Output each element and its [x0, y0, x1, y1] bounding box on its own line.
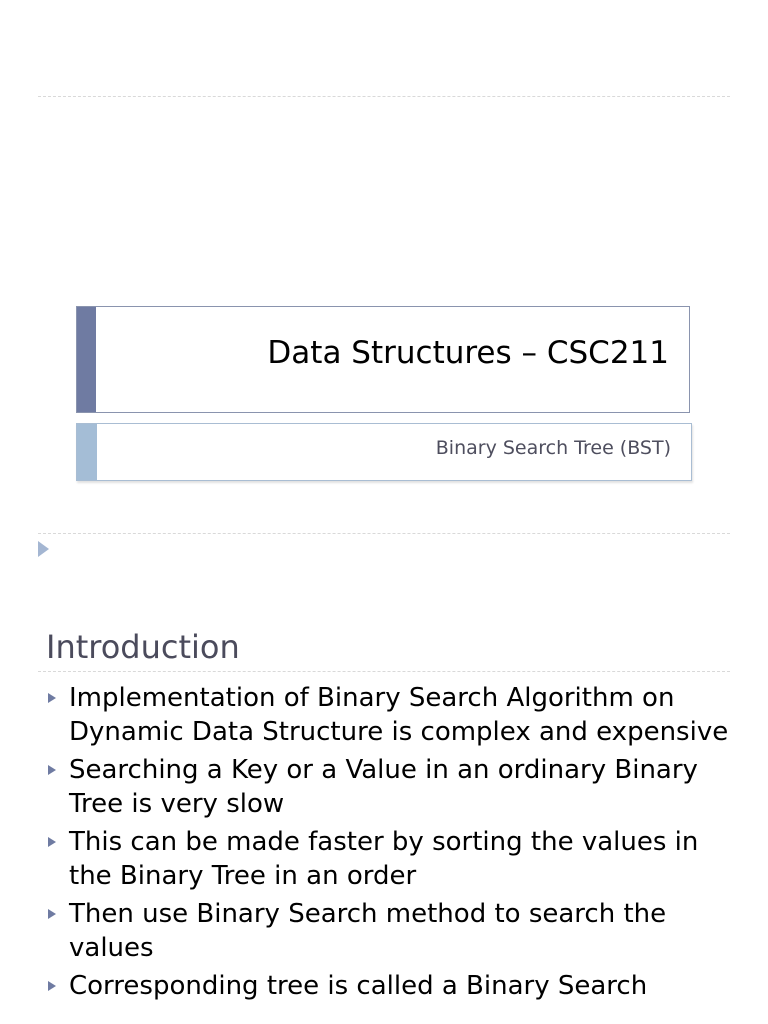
bullet-text: Then use Binary Search method to search the values: [69, 899, 667, 963]
bullet-triangle-icon: [48, 909, 56, 919]
list-item: [46, 970, 736, 1004]
list-item: [46, 826, 736, 893]
bullet-triangle-icon: [48, 837, 56, 847]
bullet-triangle-icon: [48, 693, 56, 703]
title-box: [76, 306, 690, 413]
bullet-text: Corresponding tree is called a Binary Search: [69, 971, 648, 1001]
subtitle-accent-bar: [77, 424, 97, 480]
list-item: [46, 898, 736, 965]
title-accent-bar: [77, 307, 96, 412]
bullet-text: Implementation of Binary Search Algorithm on Dynamic Data Structure is complex and expensive: [69, 683, 729, 747]
list-item: [46, 754, 736, 821]
slide-divider: [38, 533, 730, 534]
heading-divider: [38, 671, 730, 672]
section-heading: Introduction: [46, 628, 240, 666]
bullet-list: [46, 682, 736, 1009]
bullet-text: Searching a Key or a Value in an ordinary Binary Tree is very slow: [69, 755, 698, 819]
list-item: [46, 682, 736, 749]
slide-subtitle: Binary Search Tree (BST): [435, 437, 671, 459]
bullet-text: This can be made faster by sorting the values in the Binary Tree in an order: [69, 827, 699, 891]
subtitle-box: [76, 423, 692, 481]
triangle-right-icon: [38, 541, 49, 557]
bullet-triangle-icon: [48, 765, 56, 775]
top-divider: [38, 96, 730, 97]
slide-title: Data Structures – CSC211: [267, 335, 669, 371]
bullet-triangle-icon: [48, 981, 56, 991]
